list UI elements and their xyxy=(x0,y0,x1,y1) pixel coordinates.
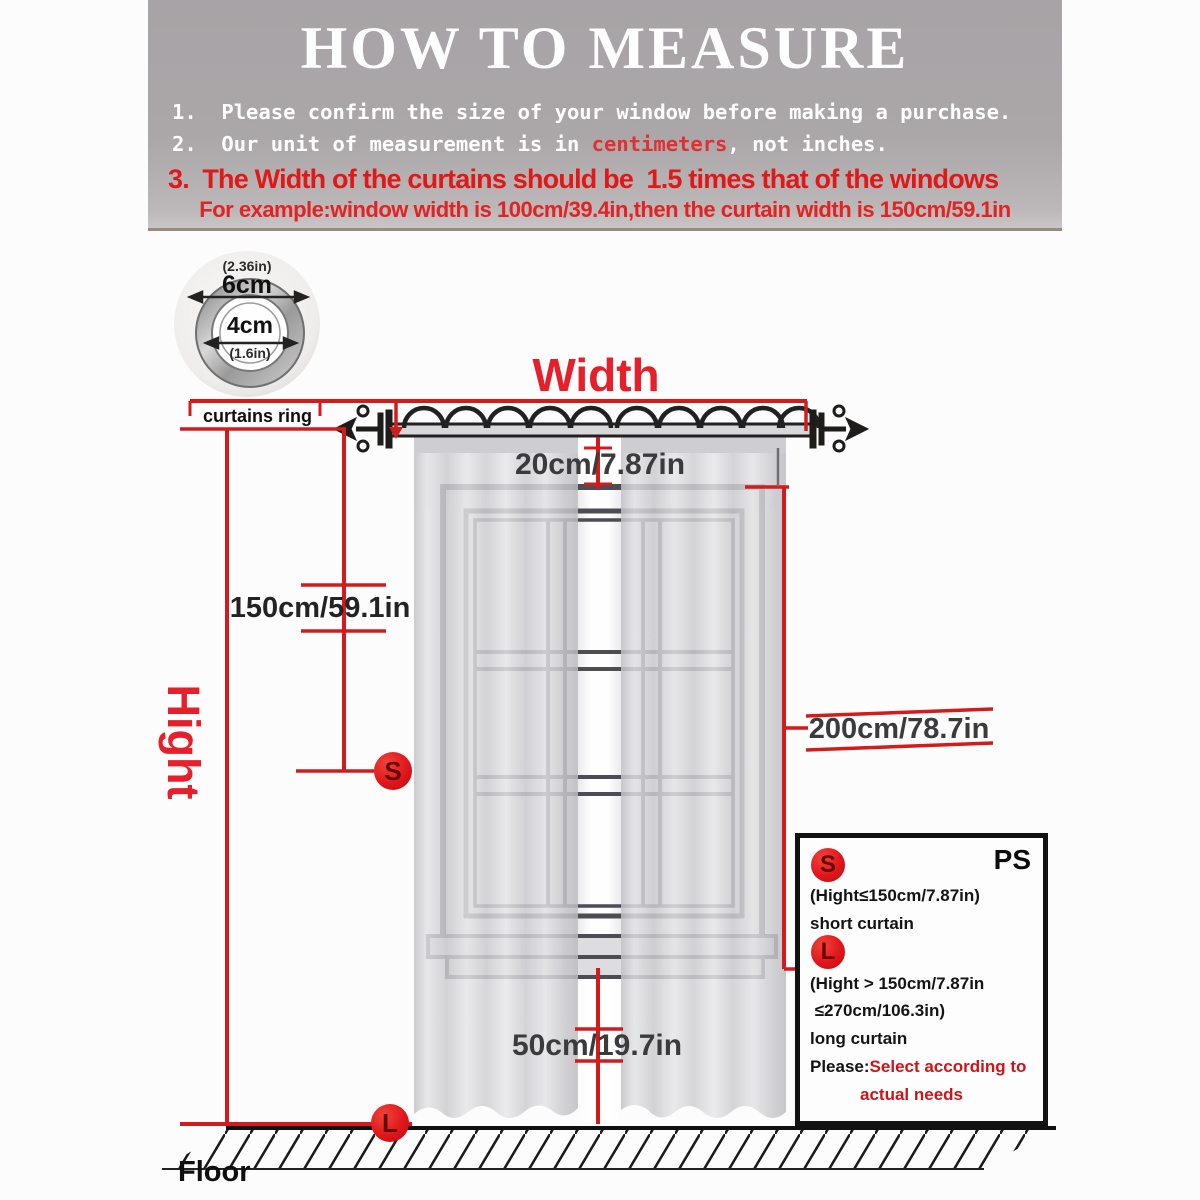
ps-long-condition-1: (Hight > 150cm/7.87in xyxy=(810,974,985,993)
ring-inner-cm: 4cm xyxy=(226,312,274,338)
finial-right xyxy=(810,406,868,451)
rod-to-window-value: 20cm/7.87in xyxy=(514,448,686,481)
ps-short-marker: S xyxy=(811,848,845,882)
long-height-value: 200cm/78.7in xyxy=(808,713,990,745)
instruction-2 xyxy=(172,134,888,155)
instruction-1: 1. Please confirm the size of your window before making a purchase. xyxy=(172,100,1012,124)
ps-note-box xyxy=(795,833,1048,1126)
instruction-2-pre: 2. Our unit of measurement is in xyxy=(172,132,592,156)
page-title: HOW TO MEASURE xyxy=(300,15,910,81)
curtain-left xyxy=(414,431,578,1118)
ps-note xyxy=(810,1057,1026,1077)
sill-to-floor-value: 50cm/19.7in xyxy=(511,1029,683,1062)
curtains-ring-label: curtains ring xyxy=(203,406,313,426)
instruction-2-highlight: centimeters xyxy=(591,132,728,156)
floor-label: Floor xyxy=(178,1156,251,1188)
ring-outer-cm: 6cm xyxy=(221,271,273,299)
ps-short-condition: (Hight≤150cm/7.87in) xyxy=(810,886,980,905)
ps-title: PS xyxy=(993,844,1031,875)
curtain-right xyxy=(621,431,786,1118)
example-line: For example:window width is 100cm/39.4in,then the curtain width is 150cm/59.1in xyxy=(199,197,1011,222)
long-curtain-marker: L xyxy=(371,1104,409,1142)
ring-outer-inches: (2.36in) xyxy=(222,258,272,274)
height-label: Hight xyxy=(158,684,209,800)
ps-note-red-1: Select according to xyxy=(869,1057,1027,1076)
ps-short-name: short curtain xyxy=(810,914,914,933)
width-label: Width xyxy=(532,349,660,401)
floor-hatch xyxy=(162,1128,1056,1169)
instruction-2-post: , not inches. xyxy=(727,132,888,156)
ps-note-red-2: actual needs xyxy=(860,1085,963,1104)
ps-note-prefix: Please: xyxy=(810,1057,870,1076)
ps-long-marker: L xyxy=(811,935,845,969)
short-height-value: 150cm/59.1in xyxy=(229,592,411,624)
ps-long-name: long curtain xyxy=(810,1029,908,1048)
header-panel xyxy=(148,0,1062,231)
ring-inner-inches: (1.6in) xyxy=(229,345,271,361)
short-curtain-marker: S xyxy=(374,752,412,790)
instruction-3: 3. The Width of the curtains should be 1.5 times that of the windows xyxy=(168,164,999,194)
ps-long-condition-2: ≤270cm/106.3in) xyxy=(810,1001,946,1020)
